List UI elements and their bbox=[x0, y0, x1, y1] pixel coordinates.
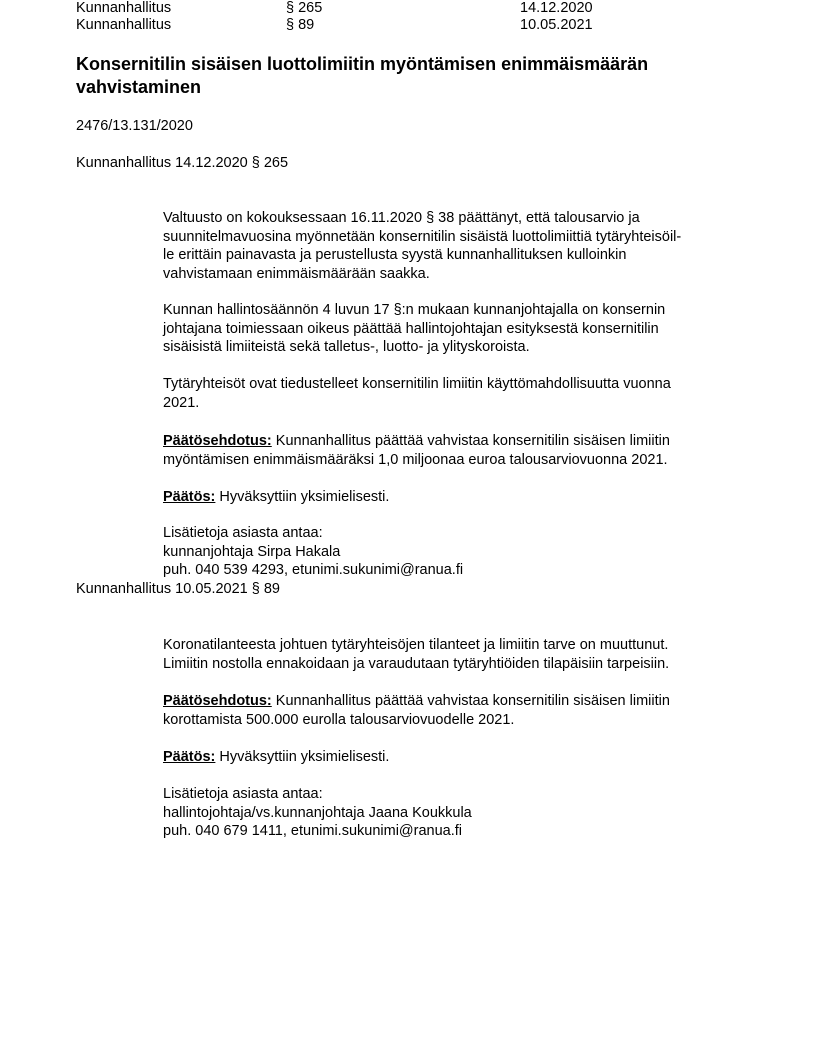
meeting-heading: Kunnanhallitus 10.05.2021 § 89 bbox=[76, 581, 280, 597]
paragraph bbox=[163, 636, 669, 673]
paragraph bbox=[163, 301, 665, 357]
proposal bbox=[163, 692, 670, 729]
decision-text: Hyväksyttiin yksimielisesti. bbox=[215, 749, 390, 765]
header-date: 14.12.2020 bbox=[520, 0, 593, 16]
contact-info bbox=[163, 524, 463, 580]
text-line: kunnanjohtaja Sirpa Hakala bbox=[163, 543, 341, 560]
header-body: Kunnanhallitus bbox=[76, 17, 172, 33]
text-line: sisäisistä limiiteistä sekä talletus-, luotto- ja ylityskoroista. bbox=[163, 339, 530, 356]
header-section: § 89 bbox=[286, 17, 315, 33]
text-line: Limiitin nostolla ennakoidaan ja varaudutaan tytäryhtiöiden tilapäisiin tarpeisiin. bbox=[163, 655, 670, 672]
paragraph bbox=[163, 209, 681, 283]
text-line: johtajana toimiessaan oikeus päättää hallintojohtajan esityksestä konsernitilin bbox=[163, 320, 659, 337]
decision bbox=[163, 488, 389, 507]
text-line: Lisätietoja asiasta antaa: bbox=[163, 525, 323, 541]
proposal bbox=[163, 432, 670, 469]
decision-text: Hyväksyttiin yksimielisesti. bbox=[215, 489, 390, 505]
text-line: Kunnanhallitus päättää vahvistaa konsernitilin sisäisen limiitin bbox=[271, 693, 670, 709]
contact-info bbox=[163, 785, 472, 841]
text-line: puh. 040 539 4293, etunimi.sukunimi@ranua.fi bbox=[163, 562, 464, 579]
title-line: Konsernitilin sisäisen luottolimiitin myöntämisen enimmäismäärän bbox=[76, 54, 649, 74]
text-line: le erittäin painavasta ja perustellusta syystä kunnanhallituksen kulloinkin bbox=[163, 247, 627, 264]
text-line: Tytäryhteisöt ovat tiedustelleet konsernitilin limiitin käyttömahdollisuutta vuonna bbox=[163, 376, 671, 392]
text-line: Lisätietoja asiasta antaa: bbox=[163, 786, 323, 802]
text-line: hallintojohtaja/vs.kunnanjohtaja Jaana Koukkula bbox=[163, 804, 472, 821]
text-line: Kunnan hallintosäännön 4 luvun 17 §:n mukaan kunnanjohtajalla on konsernin bbox=[163, 302, 666, 318]
text-line: suunnitelmavuosina myönnetään konsernitilin sisäistä luottolimiittiä tytäryhteisöil- bbox=[163, 228, 682, 245]
decision-label: Päätös: bbox=[163, 749, 216, 765]
meeting-heading: Kunnanhallitus 14.12.2020 § 265 bbox=[76, 155, 289, 171]
proposal-label: Päätösehdotus: bbox=[163, 433, 272, 449]
decision-label: Päätös: bbox=[163, 489, 216, 505]
paragraph bbox=[163, 375, 671, 412]
record-number: 2476/13.131/2020 bbox=[76, 118, 193, 134]
header-section: § 265 bbox=[286, 0, 323, 16]
proposal-label: Päätösehdotus: bbox=[163, 693, 272, 709]
header-body: Kunnanhallitus bbox=[76, 0, 172, 16]
text-line: Kunnanhallitus päättää vahvistaa konsernitilin sisäisen limiitin bbox=[271, 433, 670, 449]
text-line: myöntämisen enimmäismääräksi 1,0 miljoonaa euroa talousarviovuonna 2021. bbox=[163, 451, 668, 468]
text-line: korottamista 500.000 eurolla talousarviovuodelle 2021. bbox=[163, 711, 515, 728]
text-line: vahvistamaan enimmäismäärään saakka. bbox=[163, 265, 430, 282]
decision bbox=[163, 748, 389, 767]
title-line: vahvistaminen bbox=[76, 77, 202, 97]
text-line: Koronatilanteesta johtuen tytäryhteisöjen tilanteet ja limiitin tarve on muuttunut. bbox=[163, 637, 669, 653]
text-line: 2021. bbox=[163, 394, 200, 411]
text-line: Valtuusto on kokouksessaan 16.11.2020 § 38 päättänyt, että talousarvio ja bbox=[163, 210, 640, 226]
text-line: puh. 040 679 1411, etunimi.sukunimi@ranua.fi bbox=[163, 823, 462, 840]
header-date: 10.05.2021 bbox=[520, 17, 593, 33]
document-title bbox=[76, 53, 648, 99]
